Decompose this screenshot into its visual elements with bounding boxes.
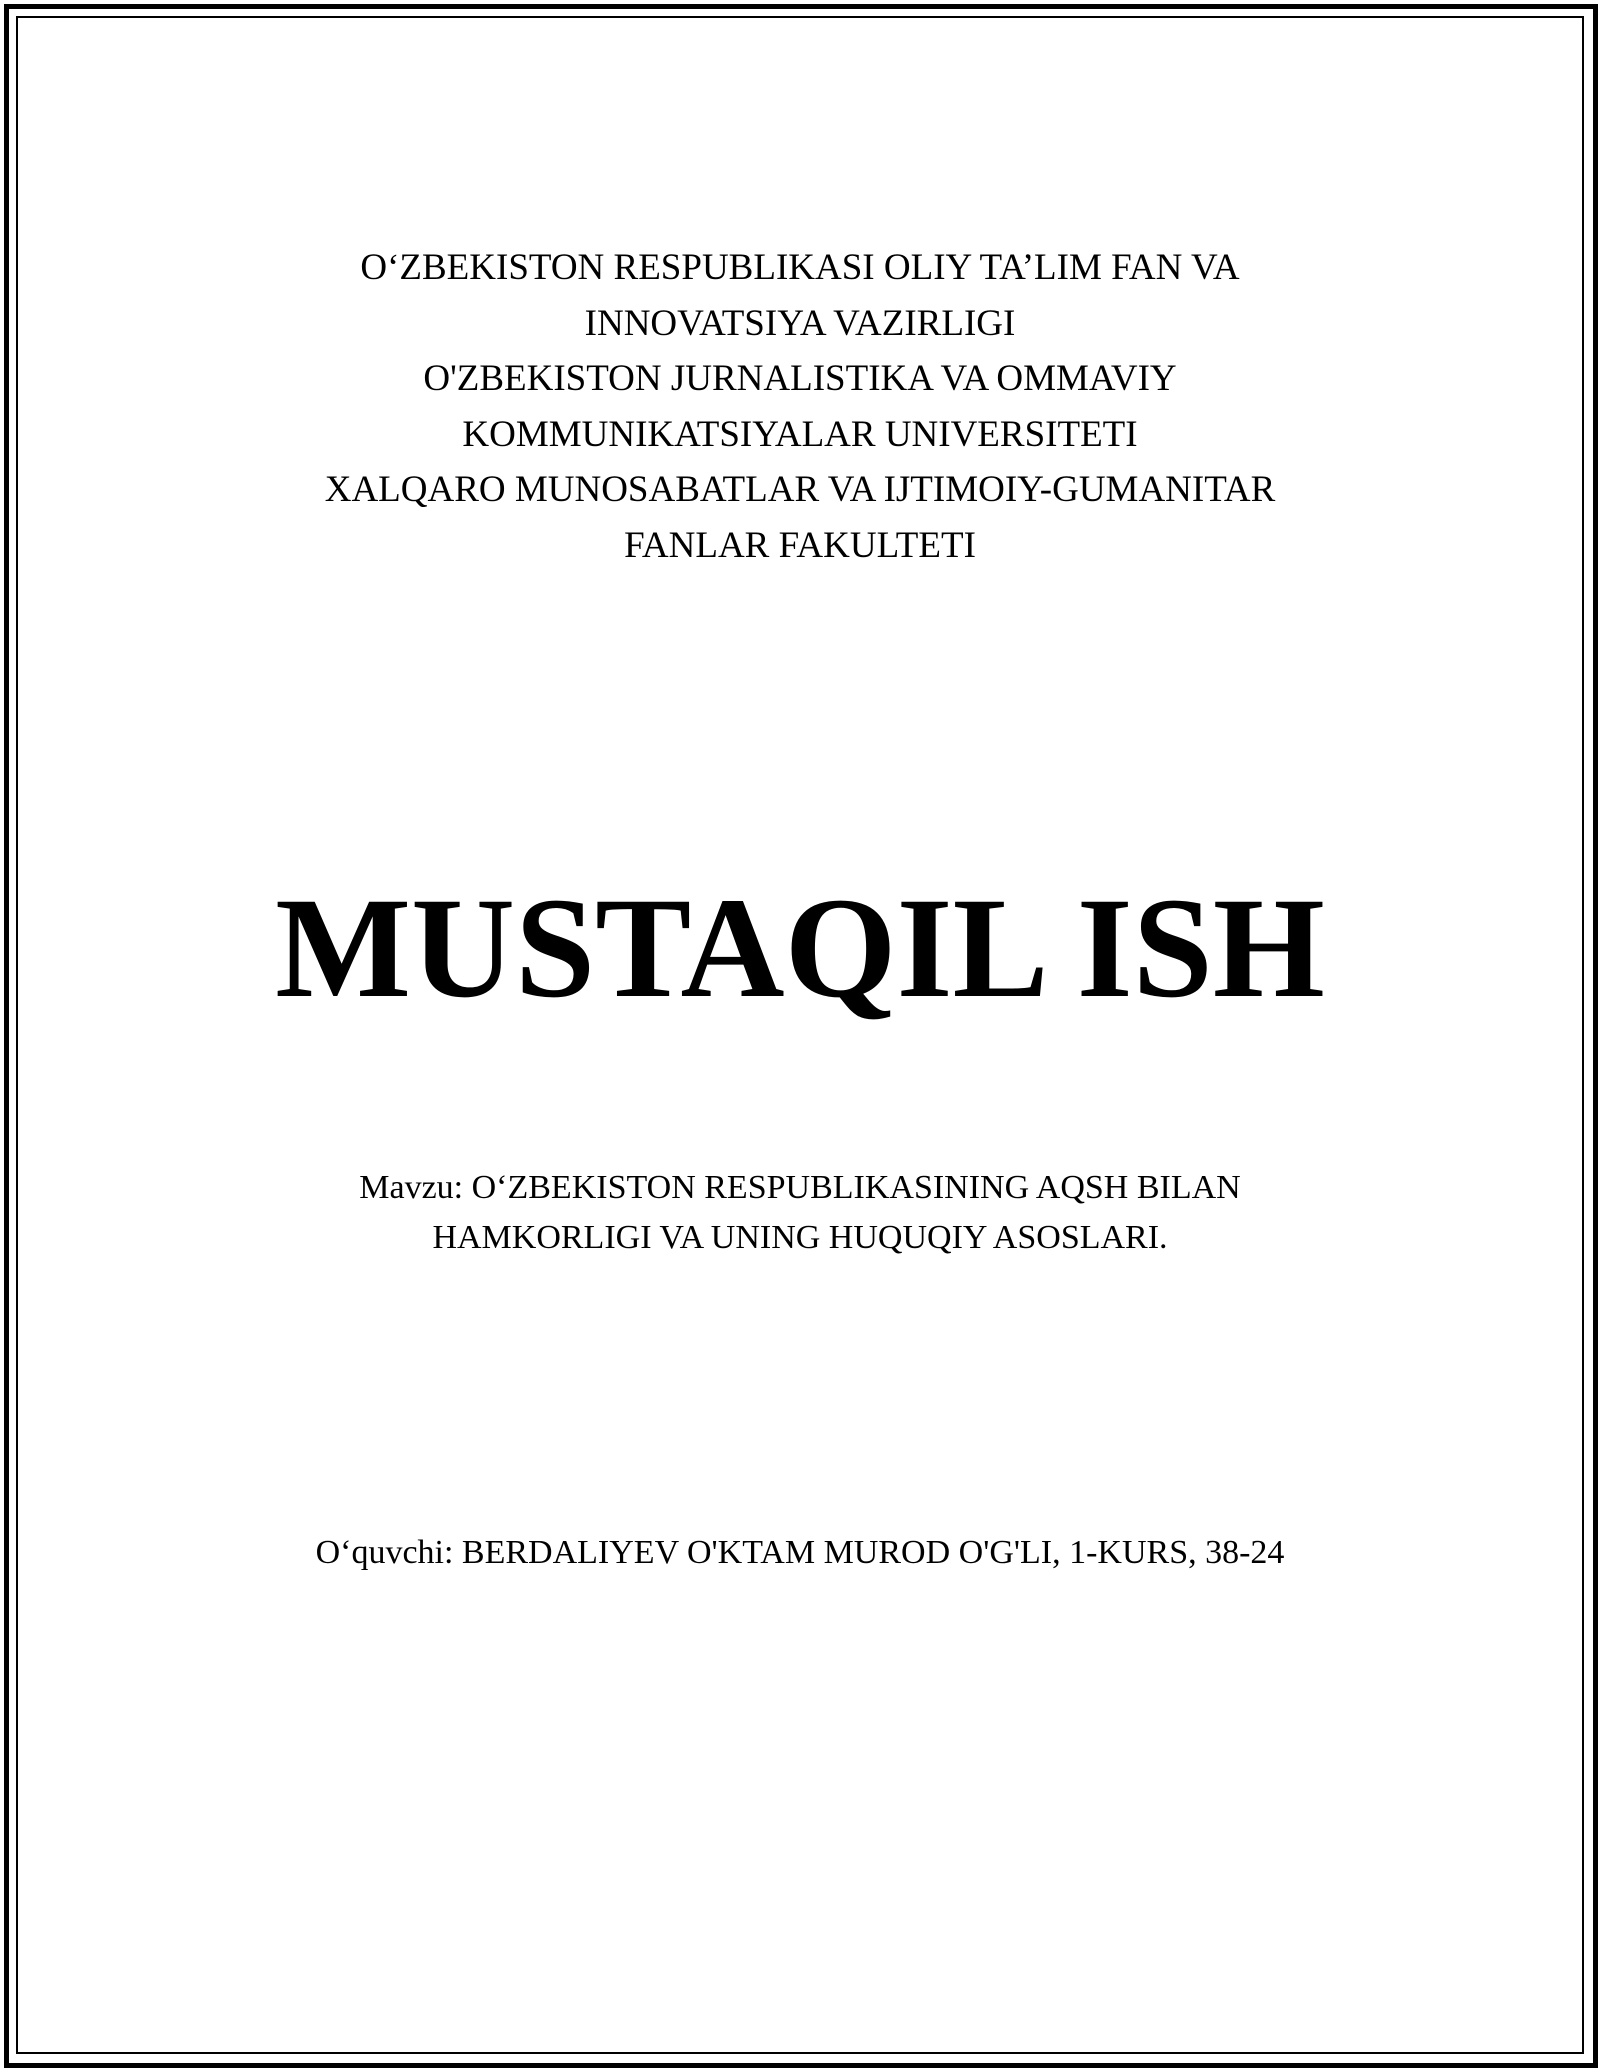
document-title: MUSTAQIL ISH — [275, 869, 1325, 1028]
topic-line: Mavzu: O‘ZBEKISTON RESPUBLIKASINING AQSH BILAN — [359, 1169, 1241, 1206]
header-line: KOMMUNIKATSIYALAR UNIVERSITETI — [462, 413, 1138, 455]
header-line: XALQARO MUNOSABATLAR VA IJTIMOIY-GUMANITAR — [324, 469, 1276, 510]
header-line: O‘ZBEKISTON RESPUBLIKASI OLIY TA’LIM FAN VA — [360, 247, 1240, 288]
topic-line: HAMKORLIGI VA UNING HUQUQIY ASOSLARI. — [432, 1219, 1168, 1256]
institution-header — [0, 240, 1600, 573]
header-line: O'ZBEKISTON JURNALISTIKA VA OMMAVIY — [423, 358, 1177, 399]
header-line: FANLAR FAKULTETI — [624, 524, 976, 566]
student-info: O‘quvchi: BERDALIYEV O'KTAM MUROD O'G'LI, 1-KURS, 38-24 — [315, 1534, 1285, 1571]
topic-block — [0, 1163, 1600, 1263]
header-line: INNOVATSIYA VAZIRLIGI — [584, 302, 1016, 344]
